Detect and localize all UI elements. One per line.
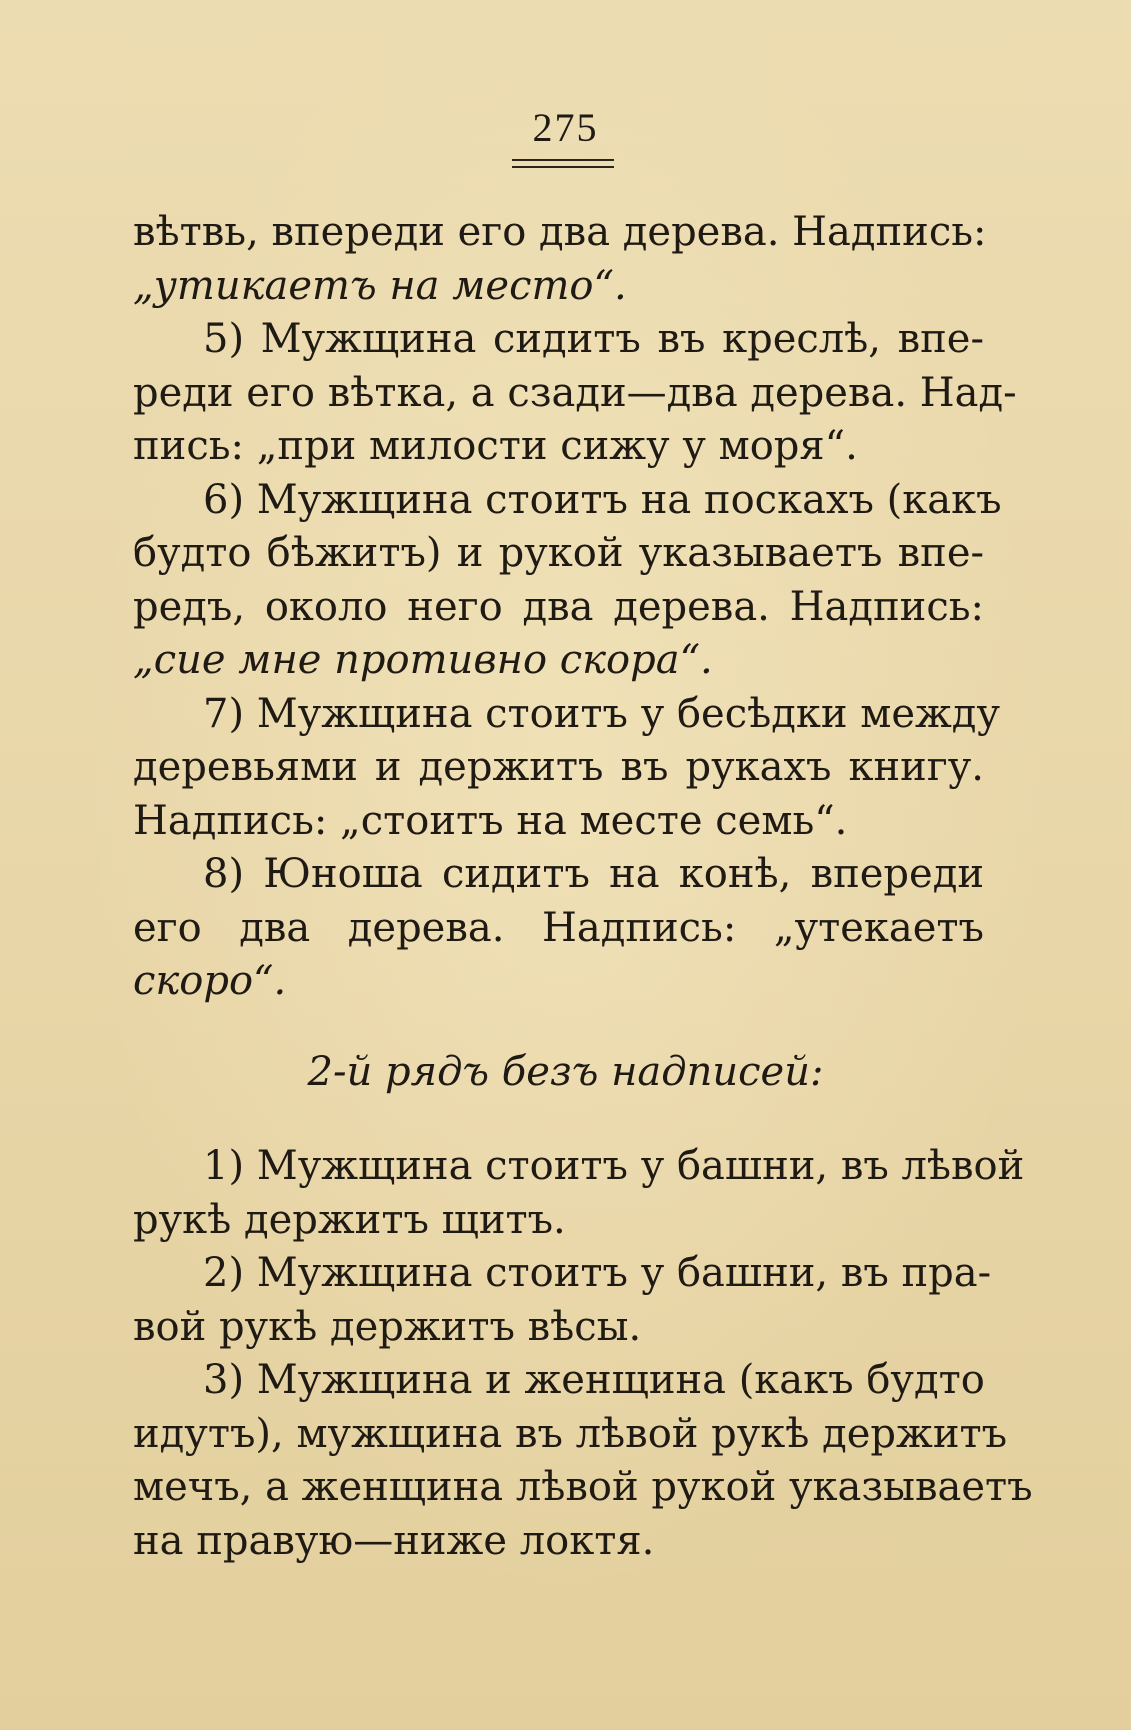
text-line [133, 634, 984, 688]
text-block-upper [133, 206, 1017, 1009]
page-number: 275 [532, 105, 599, 150]
text-line [133, 795, 984, 849]
section-subheading: 2-й рядъ безъ надписей: [307, 1049, 824, 1095]
line-text: на правую—ниже локтя. [133, 1517, 655, 1564]
line-text: вой рукѣ держитъ вѣсы. [133, 1303, 642, 1350]
line-text: 8) Юноша сидитъ на конѣ, впереди [203, 851, 984, 897]
text-line [133, 527, 984, 581]
line-text: вѣтвь, впереди его два дерева. Надпись: [133, 209, 987, 255]
line-text: 7) Мужщина стоитъ у бесѣдки между [203, 690, 1000, 737]
line-text: идутъ), мужщина въ лѣвой рукѣ держитъ [133, 1410, 1008, 1457]
text-line [133, 1354, 984, 1408]
text-line [133, 474, 1002, 528]
text-line [133, 1140, 1025, 1194]
text-line [133, 260, 984, 314]
text-line [133, 1515, 984, 1569]
text-line [133, 1461, 1033, 1515]
line-text: Надпись: „стоитъ на месте семь“. [133, 797, 848, 844]
page-number-rule-upper [512, 159, 614, 161]
page-number-rule-lower [512, 166, 614, 168]
line-text: пись: „при милости сижу у моря“. [133, 423, 858, 469]
text-line [133, 420, 984, 474]
text-line [133, 313, 984, 367]
text-line [133, 1247, 992, 1301]
line-text: 2) Мужщина стоитъ у башни, въ пра- [203, 1250, 992, 1296]
text-line [133, 848, 984, 902]
text-line [133, 688, 1000, 742]
line-text: будто бѣжитъ) и рукой указываетъ впе- [133, 530, 984, 576]
line-text: деревьями и держитъ въ рукахъ книгу. [133, 744, 984, 790]
line-text: „сие мне противно скора“. [133, 637, 713, 683]
line-text: его два дерева. Надпись: „утекаетъ [133, 904, 984, 951]
text-line [133, 1301, 984, 1355]
text-block-lower [133, 1140, 1033, 1568]
line-text: 1) Мужщина стоитъ у башни, въ лѣвой [203, 1143, 1025, 1189]
text-line [133, 955, 984, 1009]
text-line [133, 581, 984, 635]
line-text: 5) Мужщина сидитъ въ креслѣ, впе- [203, 316, 984, 362]
text-line [133, 902, 984, 956]
line-text: мечъ, а женщина лѣвой рукой указываетъ [133, 1464, 1033, 1510]
line-text: скоро“. [133, 958, 287, 1004]
line-text: рукѣ держитъ щитъ. [133, 1196, 566, 1243]
text-line [133, 741, 984, 795]
line-text: редъ, около него два дерева. Надпись: [133, 583, 984, 630]
text-line [133, 1194, 984, 1248]
line-text: 6) Мужщина стоитъ на поскахъ (какъ [203, 476, 1002, 523]
text-line [133, 1408, 1008, 1462]
line-text: „утикаетъ на место“. [133, 262, 627, 309]
line-text: реди его вѣтка, а сзади—два дерева. Над- [133, 369, 1017, 416]
text-line [133, 367, 1017, 421]
text-line [133, 206, 987, 260]
line-text: 3) Мужщина и женщина (какъ будто [203, 1357, 985, 1403]
